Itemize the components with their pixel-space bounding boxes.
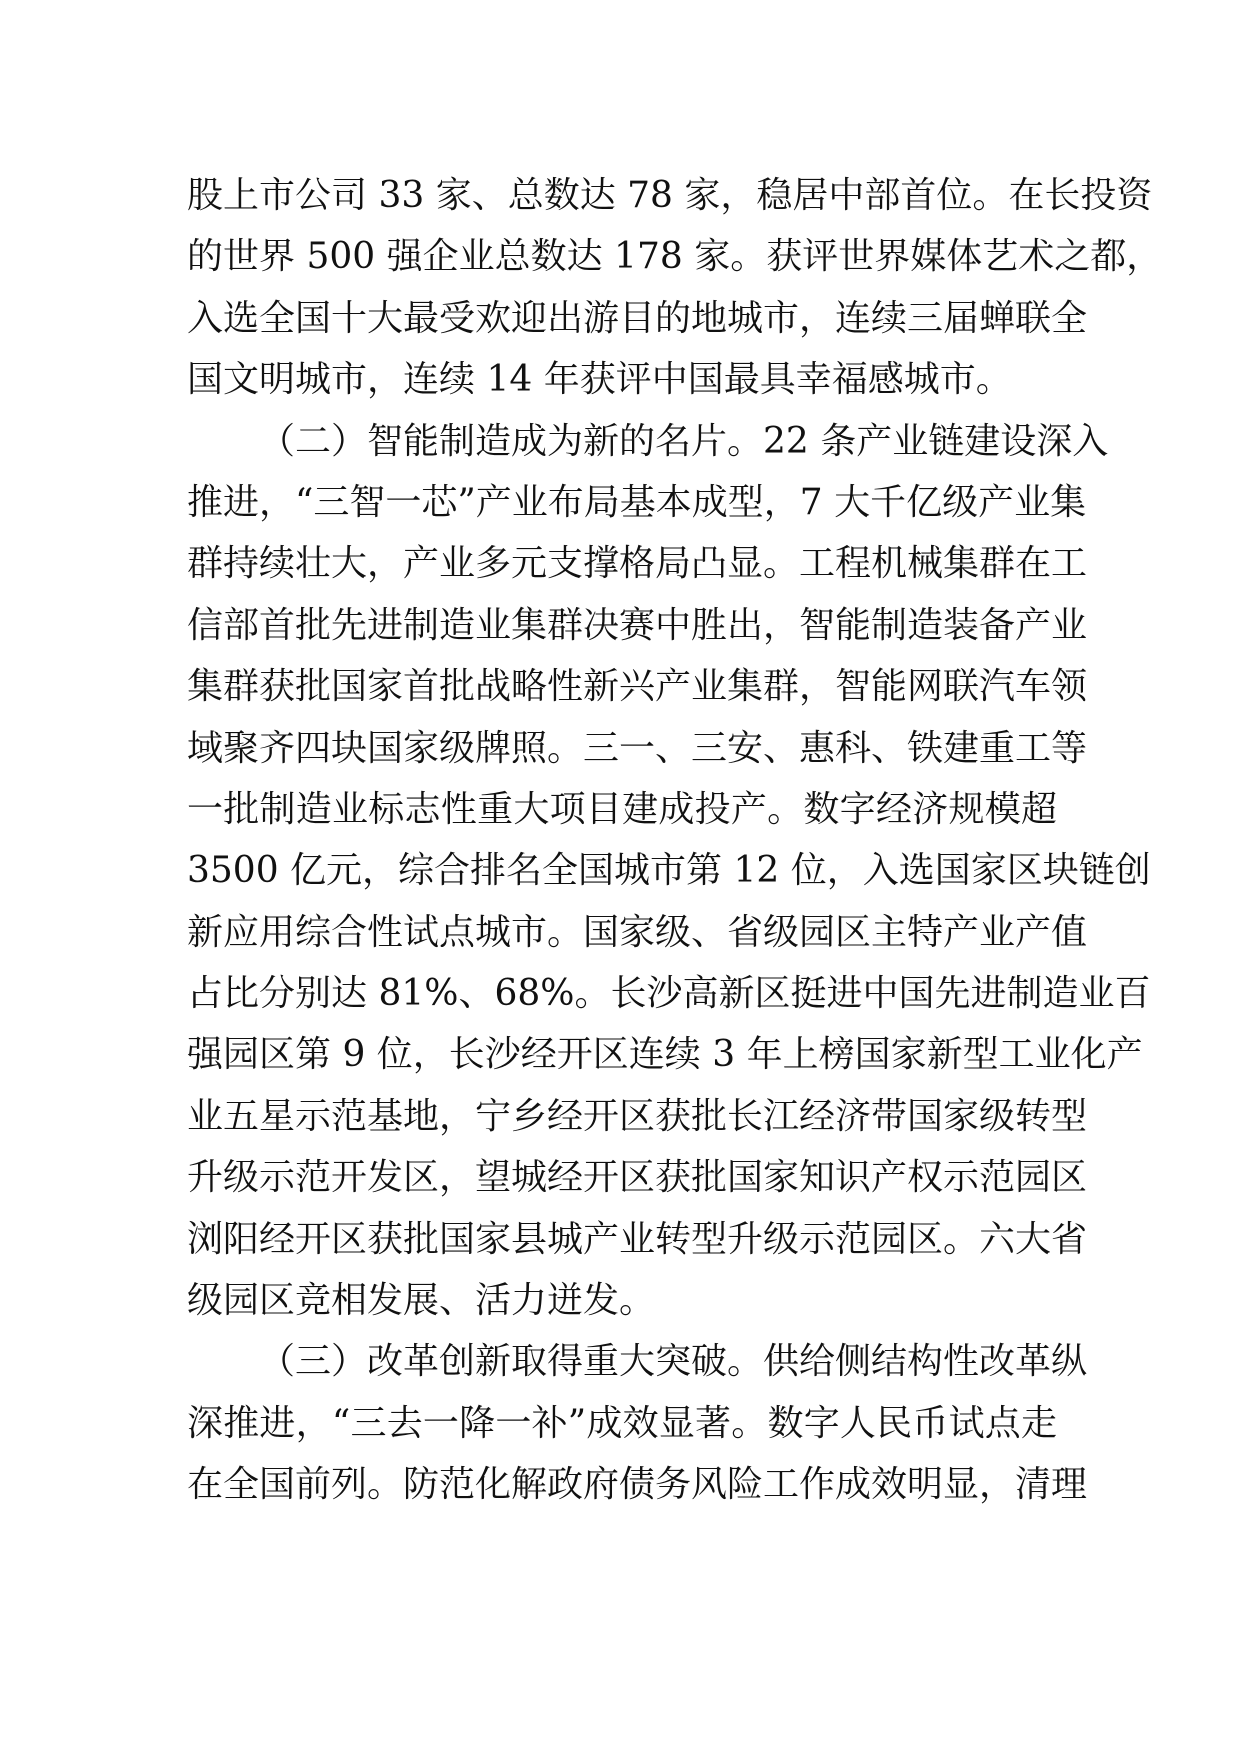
body-text xyxy=(187,165,1163,1516)
text-line: 级园区竞相发展、活力迸发。 xyxy=(187,1280,656,1322)
text-line: 入选全国十大最受欢迎出游目的地城市，连续三届蝉联全 xyxy=(187,297,1088,339)
text-line: 的世界 500 强企业总数达 178 家。获评世界媒体艺术之都， xyxy=(187,236,1163,278)
text-line: 信部首批先进制造业集群决赛中胜出，智能制造装备产业 xyxy=(187,604,1088,646)
section-heading-line: （二）智能制造成为新的名片。22 条产业链建设深入 xyxy=(259,420,1109,462)
text-line: 新应用综合性试点城市。国家级、省级园区主特产业产值 xyxy=(187,911,1088,953)
text-line: 在全国前列。防范化解政府债务风险工作成效明显，清理 xyxy=(187,1464,1088,1506)
text-line: 深推进，“三去一降一补”成效显著。数字人民币试点走 xyxy=(187,1402,1057,1444)
text-line: 群持续壮大，产业多元支撑格局凸显。工程机械集群在工 xyxy=(187,543,1088,585)
text-line: 浏阳经开区获批国家县城产业转型升级示范园区。六大省 xyxy=(187,1218,1088,1260)
text-line: 强园区第 9 位，长沙经开区连续 3 年上榜国家新型工业化产 xyxy=(187,1034,1143,1076)
section-heading-line: （三）改革创新取得重大突破。供给侧结构性改革纵 xyxy=(259,1341,1088,1383)
text-line: 一批制造业标志性重大项目建成投产。数字经济规模超 xyxy=(187,788,1057,830)
text-line: 国文明城市，连续 14 年获评中国最具幸福感城市。 xyxy=(187,359,1012,401)
text-line: 域聚齐四块国家级牌照。三一、三安、惠科、铁建重工等 xyxy=(187,727,1088,769)
text-line: 集群获批国家首批战略性新兴产业集群，智能网联汽车领 xyxy=(187,666,1088,708)
text-line: 股上市公司 33 家、总数达 78 家，稳居中部首位。在长投资 xyxy=(187,175,1153,216)
text-line: 升级示范开发区，望城经开区获批国家知识产权示范园区 xyxy=(187,1157,1088,1199)
text-line: 占比分别达 81%、68%。长沙高新区挺进中国先进制造业百 xyxy=(187,973,1151,1015)
text-line: 业五星示范基地，宁乡经开区获批长江经济带国家级转型 xyxy=(187,1095,1088,1137)
text-line: 推进，“三智一芯”产业布局基本成型，7 大千亿级产业集 xyxy=(187,481,1087,523)
text-line: 3500 亿元，综合排名全国城市第 12 位，入选国家区块链创 xyxy=(187,850,1151,892)
